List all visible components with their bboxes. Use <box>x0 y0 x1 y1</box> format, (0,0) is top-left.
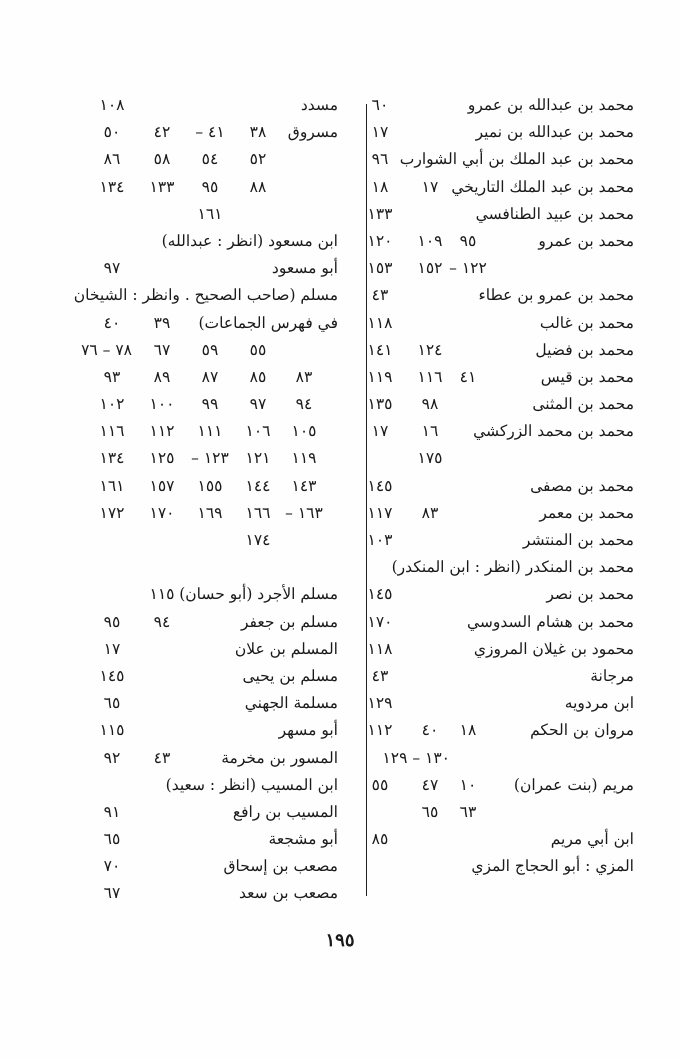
page-reference: ١٢٣ – <box>191 449 229 468</box>
page-reference: ١٤٤ <box>245 476 271 495</box>
index-entry <box>358 310 634 337</box>
index-entry <box>358 636 634 663</box>
page-reference: ٤٣ <box>153 748 171 767</box>
page-reference: ١٦ <box>421 422 439 441</box>
page-reference: ١٧٢ <box>99 503 125 522</box>
page-reference: ٥٥ <box>371 775 389 794</box>
page-reference: ٥٢ <box>249 150 267 169</box>
index-entry <box>62 717 338 744</box>
entry-name: مسلم بن جعفر <box>241 612 338 631</box>
page-reference: ٨٥ <box>371 830 389 849</box>
entry-name: مسدد <box>300 96 338 114</box>
entry-name: المسيب بن رافع <box>232 802 338 821</box>
index-entry <box>358 745 634 772</box>
entry-name: محمد بن محمد الزركشي <box>473 422 634 441</box>
right-index-column <box>358 92 634 880</box>
index-entry <box>62 609 338 636</box>
entry-name: محمود بن غيلان المروزي <box>473 639 634 658</box>
page-reference: ٩٥ <box>201 177 219 196</box>
entry-name: مسلم الأجرد (أبو حسان) <box>179 585 338 604</box>
index-entry <box>62 364 338 391</box>
page-reference: ١٠ <box>459 775 477 794</box>
page-reference: ١٣٣ <box>149 177 175 196</box>
page-reference: ١٥٧ <box>149 476 175 495</box>
index-entry <box>62 445 338 472</box>
page-reference: ٧٠ <box>103 857 121 876</box>
index-entry <box>358 174 634 201</box>
index-entry <box>358 228 634 255</box>
entry-name: محمد بن هشام السدوسي <box>466 612 634 631</box>
entry-name: محمد بن نصر <box>546 585 634 604</box>
index-entry <box>358 717 634 744</box>
page-reference: ٦٥ <box>103 830 121 849</box>
page-reference: ١٢٢ – <box>449 259 487 278</box>
entry-name: أبو مسهر <box>278 721 338 740</box>
page-reference: ١٣٠ – ١٢٩ <box>382 748 450 767</box>
page-reference: ١٠٥ <box>291 422 317 441</box>
page-reference: ٩٧ <box>103 259 121 278</box>
page-reference: ٣٩ <box>153 313 171 332</box>
index-entry <box>358 255 634 282</box>
entry-name: محمد بن عمرو <box>538 231 634 250</box>
entry-name: محمد بن عبد الملك بن أبي الشوارب <box>399 150 634 169</box>
page-reference: ٧٨ – ٧٦ <box>81 340 132 359</box>
page-reference: ١١٥ <box>149 585 175 604</box>
page-reference: ١٣٣ <box>367 204 393 223</box>
index-entry <box>358 391 634 418</box>
page-reference: ١٦١ <box>197 204 223 223</box>
index-entry <box>62 554 338 581</box>
index-entry <box>358 364 634 391</box>
page-reference: ١٦١ <box>99 476 125 495</box>
page-reference: ١٨ <box>371 177 389 196</box>
page-reference: ٩٥ <box>103 612 121 631</box>
entry-name: ابن مردويه <box>564 694 634 713</box>
entry-name: محمد بن عبيد الطنافسي <box>475 204 634 223</box>
page-reference: ١١٢ <box>367 721 393 740</box>
page-reference: ١٦٩ <box>197 503 223 522</box>
index-entry <box>62 228 338 255</box>
index-entry <box>358 119 634 146</box>
page-reference: ٩٤ <box>153 612 171 631</box>
index-entry <box>62 473 338 500</box>
entry-name: ابن المسيب (انظر : سعيد) <box>165 775 338 794</box>
page-reference: ١١٦ <box>417 367 443 386</box>
entry-name: مروان بن الحكم <box>530 721 634 740</box>
entry-name: محمد بن عبد الملك التاريخي <box>451 177 634 196</box>
entry-name: مريم (بنت عمران) <box>513 775 634 794</box>
page-reference: ١٢٩ <box>367 694 393 713</box>
index-entry <box>358 690 634 717</box>
index-entry <box>358 554 634 581</box>
entry-name: محمد بن عبدالله بن نمير <box>475 123 634 142</box>
page-reference: ١٣٥ <box>367 395 393 414</box>
entry-name: المزي : أبو الحجاج المزي <box>471 857 634 876</box>
entry-name: ابن أبي مريم <box>550 830 634 849</box>
entry-name: مرجانة <box>590 666 634 685</box>
page-reference: ١٥٢ <box>417 259 443 278</box>
index-entry <box>62 799 338 826</box>
index-entry <box>62 119 338 146</box>
entry-name: مسروق <box>287 123 338 142</box>
index-entry <box>62 310 338 337</box>
page-reference: ٤٣ <box>371 286 389 305</box>
page-reference: ١٠٢ <box>99 395 125 414</box>
page-reference: ٩١ <box>103 802 121 821</box>
column-divider <box>366 104 367 896</box>
index-entry <box>62 337 338 364</box>
entry-name: محمد بن معمر <box>539 503 634 522</box>
page-reference: ٨٣ <box>421 503 439 522</box>
page-reference: ١٤١ <box>367 340 393 359</box>
page-reference: ٩٦ <box>371 150 389 169</box>
page-reference: ١٢١ <box>245 449 271 468</box>
page-reference: ١٧٤ <box>245 531 271 549</box>
index-entry <box>62 663 338 690</box>
page-reference: ١٣٤ <box>99 449 125 468</box>
page-reference: ١١٥ <box>99 721 125 740</box>
index-entry <box>358 772 634 799</box>
entry-name: أبو مشجعة <box>268 830 338 849</box>
index-entry <box>358 92 634 119</box>
page-reference: ١٤٣ <box>291 476 317 495</box>
index-entry <box>62 690 338 717</box>
page-reference: ١١٦ <box>99 422 125 441</box>
page-reference: ١٠٩ <box>417 231 443 250</box>
page-reference: ١٤٥ <box>367 585 393 604</box>
page-reference: ٤٠ <box>103 313 121 332</box>
index-entry <box>62 527 338 554</box>
page-reference: ٩٣ <box>103 367 121 386</box>
page-reference: ١١٩ <box>291 449 317 468</box>
index-entry <box>62 282 338 309</box>
page-reference: ١١٧ <box>367 503 393 522</box>
page-reference: ١٢٠ <box>367 231 393 250</box>
entry-name: محمد بن عمرو بن عطاء <box>478 286 634 305</box>
index-entry <box>62 880 338 907</box>
page-reference: ٨٦ <box>103 150 121 169</box>
index-entry <box>62 772 338 799</box>
index-entry <box>358 500 634 527</box>
index-entry <box>358 581 634 608</box>
page-reference: ٨٥ <box>249 367 267 386</box>
index-entry <box>62 174 338 201</box>
index-entry <box>62 201 338 228</box>
page-reference: ١٧ <box>421 177 439 196</box>
entry-name: محمد بن مصفى <box>530 476 634 495</box>
page-reference: ١٤٥ <box>367 476 393 495</box>
entry-name: محمد بن المثنى <box>532 395 634 414</box>
index-entry <box>358 282 634 309</box>
entry-name: محمد بن قيس <box>540 367 634 386</box>
page-reference: ١٧ <box>371 123 389 142</box>
entry-name: مسلمة الجهني <box>244 694 338 713</box>
page-reference: ٥٥ <box>249 340 267 359</box>
page-reference: ١٥٣ <box>367 259 393 278</box>
index-entry <box>358 527 634 554</box>
page-reference: ٨٣ <box>295 367 313 386</box>
index-entry <box>358 146 634 173</box>
index-entry <box>62 500 338 527</box>
page-reference: ١٨ <box>459 721 477 740</box>
entry-name: ابن مسعود (انظر : عبدالله) <box>161 231 338 250</box>
page-reference: ١٤٥ <box>99 666 125 685</box>
index-entry <box>62 636 338 663</box>
index-entry <box>358 663 634 690</box>
index-entry <box>358 799 634 826</box>
page-reference: ٤٧ <box>421 775 439 794</box>
entry-name: محمد بن غالب <box>539 313 634 332</box>
page-reference: ٩٤ <box>295 395 313 414</box>
page-reference: ٦٧ <box>153 340 171 359</box>
index-entry <box>62 92 338 119</box>
page-reference: ١٧٥ <box>417 449 443 468</box>
entry-name: مسلم (صاحب الصحيح . وانظر : الشيخان <box>73 286 338 305</box>
page-reference: ٥٤ <box>201 150 219 169</box>
index-entry <box>62 745 338 772</box>
page-reference: ١٥٥ <box>197 476 223 495</box>
page-reference: ٤١ – <box>195 123 225 142</box>
page-reference: ١٠٨ <box>99 96 125 114</box>
page-reference: ٣٨ <box>249 123 267 142</box>
page-reference: ٨٧ <box>201 367 219 386</box>
page-reference: ٦٧ <box>103 884 121 903</box>
entry-name: محمد بن المنكدر (انظر : ابن المنكدر) <box>391 558 634 577</box>
page-reference: ٨٩ <box>153 367 171 386</box>
entry-name: مصعب بن سعد <box>238 884 338 903</box>
entry-name: المسور بن مخرمة <box>221 748 338 767</box>
index-entry <box>358 337 634 364</box>
page-reference: ٥٠ <box>103 123 121 142</box>
page-reference: ٤٠ <box>421 721 439 740</box>
entry-name: محمد بن المنتشر <box>522 531 634 549</box>
page-reference: ٨٨ <box>249 177 267 196</box>
page-reference: ١٢٥ <box>149 449 175 468</box>
page-reference: ٩٢ <box>103 748 121 767</box>
entry-name: محمد بن فضيل <box>535 340 634 359</box>
page-reference: ١٧٠ <box>367 612 393 631</box>
index-entry <box>62 853 338 880</box>
entry-name: مصعب بن إسحاق <box>223 857 338 876</box>
index-entry <box>62 146 338 173</box>
index-entry <box>62 255 338 282</box>
page-reference: ١١٨ <box>367 639 393 658</box>
page-reference: ٦٥ <box>103 694 121 713</box>
page-reference: ٤١ <box>459 367 477 386</box>
entry-name: مسلم بن يحيى <box>242 666 338 685</box>
page-reference: ٦٣ <box>459 802 477 821</box>
page-reference: ٩٥ <box>459 231 477 250</box>
page-reference: ١١١ <box>197 422 223 441</box>
page-reference: ١١٨ <box>367 313 393 332</box>
entry-name: المسلم بن علان <box>234 639 338 658</box>
index-entry <box>62 581 338 608</box>
page-reference: ٤٢ <box>153 123 171 142</box>
page-reference: ١٦٦ <box>245 503 271 522</box>
page-reference: ٤٣ <box>371 666 389 685</box>
page-reference: ١٧٠ <box>149 503 175 522</box>
left-index-column <box>62 92 338 908</box>
entry-name: في فهرس الجماعات) <box>198 313 338 332</box>
page-reference: ١٠٦ <box>245 422 271 441</box>
page-reference: ١١٢ <box>149 422 175 441</box>
page-reference: ٦٠ <box>371 96 389 114</box>
index-entry <box>62 826 338 853</box>
index-entry <box>358 445 634 472</box>
page-reference: ٩٧ <box>249 395 267 414</box>
page-reference: ١٦٣ – <box>285 503 323 522</box>
index-entry <box>358 609 634 636</box>
index-entry <box>62 418 338 445</box>
page-reference: ٦٥ <box>421 802 439 821</box>
entry-name: أبو مسعود <box>271 259 338 278</box>
page-number: ١٩٥ <box>325 930 355 951</box>
index-entry <box>358 201 634 228</box>
page-reference: ١٣٤ <box>99 177 125 196</box>
page-reference: ١٢٤ <box>417 340 443 359</box>
index-entry <box>358 826 634 853</box>
page-reference: ٩٩ <box>201 395 219 414</box>
index-entry <box>358 853 634 880</box>
page-reference: ٥٩ <box>201 340 219 359</box>
page-reference: ٩٨ <box>421 395 439 414</box>
page-reference: ١١٩ <box>367 367 393 386</box>
page-reference: ١٧ <box>371 422 389 441</box>
index-entry <box>358 418 634 445</box>
page-reference: ١٠٣ <box>367 531 393 549</box>
page-reference: ٥٨ <box>153 150 171 169</box>
index-entry <box>62 391 338 418</box>
entry-name: محمد بن عبدالله بن عمرو <box>467 96 634 114</box>
page-reference: ١٠٠ <box>149 395 175 414</box>
page-reference: ١٧ <box>103 639 121 658</box>
index-entry <box>358 473 634 500</box>
